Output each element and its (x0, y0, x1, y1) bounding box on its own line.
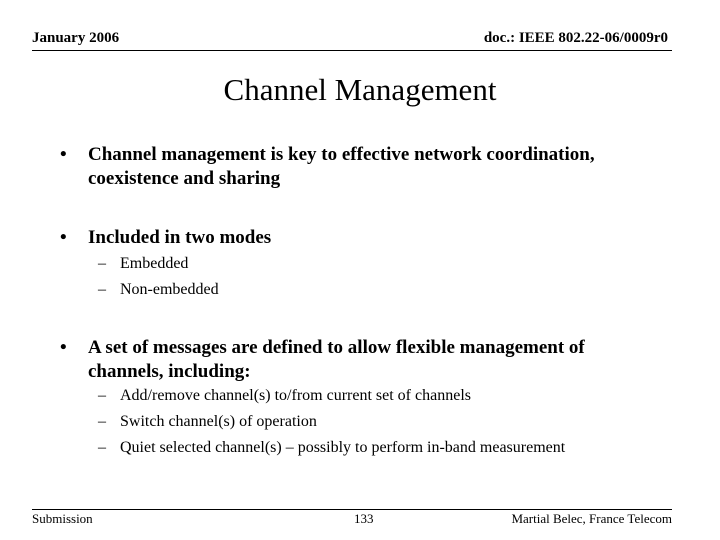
bullet-channel-management (60, 143, 660, 191)
sub-marker: – (98, 387, 106, 404)
slide-title: Channel Management (223, 72, 497, 107)
footer-author: Martial Belec, France Telecom (511, 511, 672, 526)
footer-submission: Submission (32, 511, 93, 526)
bullet-messages (60, 336, 660, 384)
sub-item-text: Add/remove channel(s) to/from current set of channels (120, 387, 471, 404)
bullet-text: Channel management is key to effective network coordination, coexistence and sharing (88, 144, 595, 189)
bullet-marker: • (60, 337, 67, 358)
header-date: January 2006 (32, 30, 120, 46)
sub-item-text: Non-embedded (120, 281, 219, 298)
sub-item-quiet (98, 438, 565, 458)
sub-item-text: Switch channel(s) of operation (120, 413, 317, 430)
footer-page-number: 133 (354, 511, 374, 526)
sub-item-embedded (98, 254, 188, 274)
sub-item-non-embedded (98, 280, 219, 300)
sub-item-switch (98, 412, 317, 432)
footer-rule (32, 509, 672, 510)
sub-item-text: Embedded (120, 255, 189, 272)
bullet-text: A set of messages are defined to allow flexible management of channels, including: (88, 337, 585, 382)
sub-marker: – (98, 439, 106, 456)
header-rule (32, 50, 672, 51)
sub-marker: – (98, 281, 106, 298)
sub-marker: – (98, 255, 106, 272)
bullet-marker: • (60, 144, 67, 165)
sub-item-text: Quiet selected channel(s) – possibly to perform in-band measurement (120, 439, 566, 456)
bullet-marker: • (60, 227, 67, 248)
bullet-modes (60, 226, 660, 250)
header-doc-id: doc.: IEEE 802.22-06/0009r0 (483, 30, 668, 46)
bullet-text: Included in two modes (88, 227, 272, 248)
sub-marker: – (98, 413, 106, 430)
sub-item-add-remove (98, 386, 471, 406)
